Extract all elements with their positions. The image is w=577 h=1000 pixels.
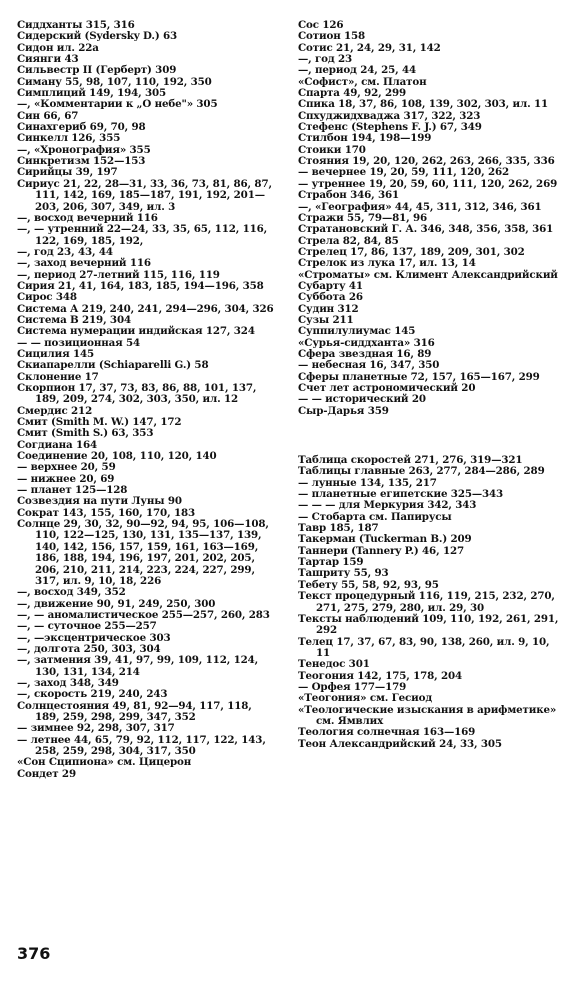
index-entry: —, «Комментарии к „О небе"» 305 [17, 98, 218, 111]
index-entry: Суппилулиумас 145 [298, 325, 416, 338]
index-entry: Смердис 212 [17, 404, 93, 417]
index-entry: Тавр 185, 187 [298, 522, 379, 535]
index-entry: — лунные 134, 135, 217 [298, 476, 437, 489]
index-entry: — планет 125—128 [17, 484, 128, 497]
index-entry: — нижнее 20, 69 [17, 472, 115, 485]
index-entry: Телец 17, 37, 67, 83, 90, 138, 260, ил. 9, 10, 11 [298, 635, 550, 659]
index-entry: «Строматы» см. Климент Александрийский [298, 268, 558, 281]
index-entry: — летнее 44, 65, 79, 92, 112, 117, 122, 143, 258, 259, 298, 304, 317, 350 [17, 733, 266, 757]
index-entry: Сильвестр II (Герберт) 309 [17, 64, 177, 77]
index-entry: Скиапарелли (Schiaparelli G.) 58 [17, 359, 209, 372]
index-entry: Сидон ил. 22а [17, 41, 99, 54]
index-entry: Синкретизм 152—153 [17, 155, 146, 168]
index-entry: Сос 126 [298, 19, 344, 31]
index-entry: Судин 312 [298, 302, 359, 315]
index-entry: Стояния 19, 20, 120, 262, 263, 266, 335, 336 [298, 155, 555, 168]
index-entry: —, год 23, 43, 44 [17, 245, 113, 258]
index-entry: Сыр-Дарья 359 [298, 404, 389, 417]
index-entry: — планетные египетские 325—343 [298, 488, 504, 501]
index-entry: Сондет 29 [17, 767, 76, 780]
index-entry: «Теогония» см. Гесиод [298, 692, 433, 705]
index-entry: — Орфея 177—179 [298, 680, 407, 693]
index-entry: Тексты наблюдений 109, 110, 192, 261, 291, 292 [298, 612, 559, 637]
index-entry: Счет лет астрономический 20 [298, 382, 476, 394]
index-entry: Синкелл 126, 355 [17, 132, 121, 145]
index-entry: —, движение 90, 91, 249, 250, 300 [17, 597, 216, 610]
index-entry: Сицилия 145 [17, 347, 95, 360]
index-entry: —, период 24, 25, 44 [298, 64, 417, 77]
index-entry: Сиддханты 315, 316 [17, 19, 135, 31]
index-entry: —, заход вечерний 116 [17, 257, 151, 270]
index-entry: Стрелец 17, 86, 137, 189, 209, 301, 302 [298, 245, 525, 258]
index-column-right [298, 20, 560, 750]
index-entry: Система В 219, 304 [17, 313, 131, 326]
index-entry: —, —эксцентрическое 303 [17, 631, 171, 644]
index-entry: —, — суточное 255—257 [17, 620, 157, 633]
index-entry: Сириус 21, 22, 28—31, 33, 36, 73, 81, 86, 87, 111, 142, 169, 185—187, 191, 192, 201—203, 206, 307, 349, ил. 3 [17, 177, 272, 213]
index-entry: Тенедос 301 [298, 658, 370, 671]
index-entry: Стефенс (Stephens F. J.) 67, 349 [298, 121, 482, 134]
index-entry: Симану 55, 98, 107, 110, 192, 350 [17, 75, 212, 88]
index-entry: Таблицы главные 263, 277, 284—286, 289 [298, 465, 545, 478]
index-entry: —, затмения 39, 41, 97, 99, 109, 112, 124, 130, 131, 134, 214 [17, 654, 259, 678]
index-entry: Солнцестояния 49, 81, 92—94, 117, 118, 189, 259, 298, 299, 347, 352 [17, 699, 252, 723]
index-entry: Смит (Smith S.) 63, 353 [17, 427, 154, 440]
index-entry: Синахгериб 69, 70, 98 [17, 121, 146, 134]
index-entry: Сфера звездная 16, 89 [298, 347, 432, 360]
index-entry: Стратановский Г. А. 346, 348, 356, 358, 361 [298, 223, 554, 236]
index-entry: — небесная 16, 347, 350 [298, 359, 440, 372]
index-entry: Теология солнечная 163—169 [298, 726, 476, 739]
index-entry: Спика 18, 37, 86, 108, 139, 302, 303, ил. 11 [298, 98, 549, 111]
index-entry: —, «Хронография» 355 [17, 143, 151, 156]
index-entry: — — — для Меркурия 342, 343 [298, 499, 477, 512]
index-entry: —, — аномалистическое 255—257, 260, 283 [17, 608, 270, 621]
index-entry: Сотис 21, 24, 29, 31, 142 [298, 41, 441, 54]
index-entry: Сиянги 43 [17, 53, 79, 66]
index-entry: Соединение 20, 108, 110, 120, 140 [17, 450, 217, 463]
index-entry: Сферы планетные 72, 157, 165—167, 299 [298, 370, 540, 383]
index-entry: Система А 219, 240, 241, 294—296, 304, 326 [17, 302, 274, 315]
index-entry: — Стобарта см. Папирусы [298, 510, 452, 523]
index-entry: —, восход вечерний 116 [17, 211, 158, 224]
index-entry: —, «География» 44, 45, 311, 312, 346, 361 [298, 200, 542, 213]
index-entry: — утреннее 19, 20, 59, 60, 111, 120, 262, 269 [298, 177, 558, 190]
index-entry: —, долгота 250, 303, 304 [17, 642, 161, 655]
index-entry: Спарта 49, 92, 299 [298, 87, 407, 100]
index-entry: — вечернее 19, 20, 59, 111, 120, 262 [298, 166, 510, 179]
index-section-t [298, 455, 560, 750]
index-entry: —, скорость 219, 240, 243 [17, 688, 168, 701]
index-entry: Тартар 159 [298, 556, 364, 569]
index-entry: — — исторический 20 [298, 393, 426, 406]
index-entry: Тебету 55, 58, 92, 93, 95 [298, 578, 439, 591]
section-gap [298, 417, 560, 455]
index-entry: Стрелок из лука 17, ил. 13, 14 [298, 257, 476, 270]
index-section-s [298, 20, 560, 417]
index-entry: Таннери (Tannery P.) 46, 127 [298, 544, 464, 557]
index-entry: Страбон 346, 361 [298, 189, 400, 202]
index-entry: Таблица скоростей 271, 276, 319—321 [298, 454, 523, 467]
index-entry: —, год 23 [298, 53, 353, 66]
index-entry: Сидерский (Sydersky D.) 63 [17, 30, 178, 43]
index-entry: Стражи 55, 79—81, 96 [298, 211, 428, 224]
index-entry: —, восход 349, 352 [17, 586, 126, 599]
index-entry: — верхнее 20, 59 [17, 461, 116, 474]
index-entry: Ташриту 55, 93 [298, 567, 389, 580]
index-entry: Теогония 142, 175, 178, 204 [298, 669, 463, 682]
index-entry: Сирос 348 [17, 291, 77, 304]
index-entry: —, период 27-летний 115, 116, 119 [17, 268, 220, 281]
index-entry: Сократ 143, 155, 160, 170, 183 [17, 506, 195, 519]
index-entry: «Теологические изыскания в арифметике» см. Ямвлих [298, 703, 557, 727]
index-entry: — — позиционная 54 [17, 336, 141, 349]
index-entry: Сотион 158 [298, 30, 366, 43]
index-entry: Син 66, 67 [17, 109, 79, 122]
index-entry: —, заход 348, 349 [17, 676, 119, 689]
index-entry: «Сон Сципиона» см. Цицерон [17, 756, 192, 769]
index-entry: Сирия 21, 41, 164, 183, 185, 194—196, 358 [17, 279, 264, 292]
index-entry: Сузы 211 [298, 313, 354, 326]
index-entry: Смит (Smith M. W.) 147, 172 [17, 416, 182, 429]
index-entry: «Сурья-сиддханта» 316 [298, 336, 435, 349]
index-entry: Согдиана 164 [17, 438, 98, 451]
index-entry: Созвездия на пути Луны 90 [17, 495, 182, 508]
index-column-left [17, 20, 279, 780]
index-entry: Сирийцы 39, 197 [17, 166, 118, 179]
index-entry: Склонение 17 [17, 370, 99, 383]
page-number: 376 [17, 944, 51, 963]
index-entry: Стрела 82, 84, 85 [298, 234, 399, 247]
index-entry: Стоики 170 [298, 143, 366, 156]
index-entry: «Софист», см. Платон [298, 75, 427, 88]
index-entry: —, — утренний 22—24, 33, 35, 65, 112, 116, 122, 169, 185, 192, [17, 223, 268, 247]
index-entry: Субарту 41 [298, 279, 363, 292]
index-entry: Симплиций 149, 194, 305 [17, 87, 167, 100]
index-entry: Суббота 26 [298, 291, 363, 304]
index-entry: Спхуджидхваджа 317, 322, 323 [298, 109, 481, 122]
index-entry: — зимнее 92, 298, 307, 317 [17, 722, 175, 735]
index-entry: Теон Александрийский 24, 33, 305 [298, 737, 502, 750]
index-entry: Стилбон 194, 198—199 [298, 132, 432, 145]
index-entry: Система нумерации индийская 127, 324 [17, 325, 255, 338]
index-entry: Скорпион 17, 37, 73, 83, 86, 88, 101, 137, 189, 209, 274, 302, 303, 350, ил. 12 [17, 382, 257, 406]
index-entry: Такерман (Tuckerman B.) 209 [298, 533, 472, 546]
index-entry: Солнце 29, 30, 32, 90—92, 94, 95, 106—108, 110, 122—125, 130, 131, 135—137, 139, 140, 142, 156, 157, 159, 161, 163—169, 186, 188, 194, 196, 197, 201, 202, 205, 206, 210, 211, 214, 223, 224, 227, 299, 317, ил. 9, 10, 18, 226 [17, 518, 269, 587]
index-entry: Текст процедурный 116, 119, 215, 232, 270, 271, 275, 279, 280, ил. 29, 30 [298, 590, 555, 614]
